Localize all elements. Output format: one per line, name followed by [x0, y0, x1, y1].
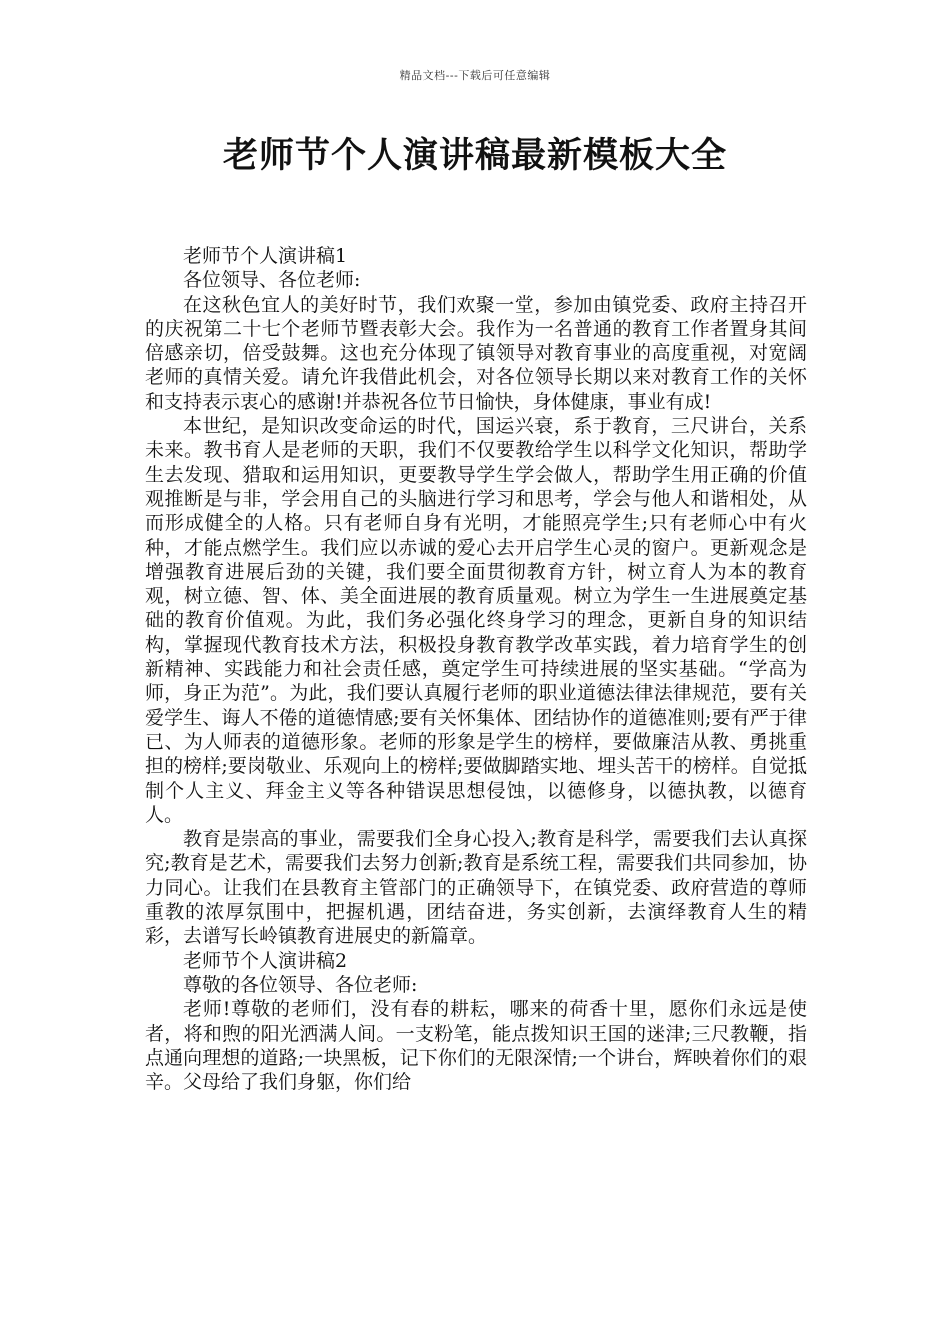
speech-1-heading: 老师节个人演讲稿1 [183, 245, 348, 267]
paragraph: 在这秋色宜人的美好时节，我们欢聚一堂，参加由镇党委、政府主持召开的庆祝第二十七个老师节暨表彰大会。我作为一名普通的教育工作者置身其间倍感亲切，倍受鼓舞。这也充分体现了镇领导对教育事业的高度重视，对宽阔老师的真情关爱。请允许我借此机会，对各位领导长期以来对教育工作的关怀和支持表示衷心的感谢!并恭祝各位节日愉快，身体健康，事业有成! [145, 293, 807, 413]
paragraph: 教育是崇高的事业，需要我们全身心投入;教育是科学，需要我们去认真探究;教育是艺术，需要我们去努力创新;教育是系统工程，需要我们共同参加，协力同心。让我们在县教育主管部门的正确领导下，在镇党委、政府营造的尊师重教的浓厚氛围中，把握机遇，团结奋进，务实创新，去演绎教育人生的精彩，去谱写长岭镇教育进展史的新篇章。 [145, 828, 807, 948]
header-note: 精品文档---下载后可任意编辑 [399, 69, 551, 82]
document-body [145, 244, 807, 1094]
speech-2-heading: 老师节个人演讲稿2 [183, 949, 348, 972]
document-title: 老师节个人演讲稿最新模板大全 [222, 136, 727, 176]
speech-1-salutation: 各位领导、各位老师: [183, 269, 361, 292]
paragraph: 老师!尊敬的老师们，没有春的耕耘，哪来的荷香十里，愿你们永远是使者，将和煦的阳光洒满人间。一支粉笔，能点拨知识王国的迷津;三尺教鞭，指点通向理想的道路;一块黑板，记下你们的无限深情;一个讲台，辉映着你们的艰辛。父母给了我们身躯，你们给 [145, 998, 807, 1094]
paragraph: 本世纪，是知识改变命运的时代，国运兴衰，系于教育，三尺讲台，关系未来。教书育人是老师的天职，我们不仅要教给学生以科学文化知识，帮助学生去发现、猎取和运用知识，更要教导学生学会做人，帮助学生用正确的价值观推断是与非，学会用自己的头脑进行学习和思考，学会与他人和谐相处，从而形成健全的人格。只有老师自身有光明，才能照亮学生;只有老师心中有火种，才能点燃学生。我们应以赤诚的爱心去开启学生心灵的窗户。更新观念是增强教育进展后劲的关键，我们要全面贯彻教育方针，树立育人为本的教育观，树立德、智、体、美全面进展的教育质量观。树立为学生一生进展奠定基础的教育价值观。为此，我们务必强化终身学习的理念，更新自身的知识结构，掌握现代教育技术方法，积极投身教育教学改革实践，着力培育学生的创新精神、实践能力和社会责任感，奠定学生可持续进展的坚实基础。“学高为师，身正为范”。为此，我们要认真履行老师的职业道德法律法律规范，要有关爱学生、诲人不倦的道德情感;要有关怀集体、团结协作的道德准则;要有严于律已、为人师表的道德形象。老师的形象是学生的榜样，要做廉洁从教、勇挑重担的榜样;要岗敬业、乐观向上的榜样;要做脚踏实地、埋头苦干的榜样。自觉抵制个人主义、拜金主义等各种错误思想侵蚀，以德修身，以德执教，以德育人。 [145, 415, 807, 826]
speech-2-salutation: 尊敬的各位领导、各位老师: [183, 973, 418, 996]
